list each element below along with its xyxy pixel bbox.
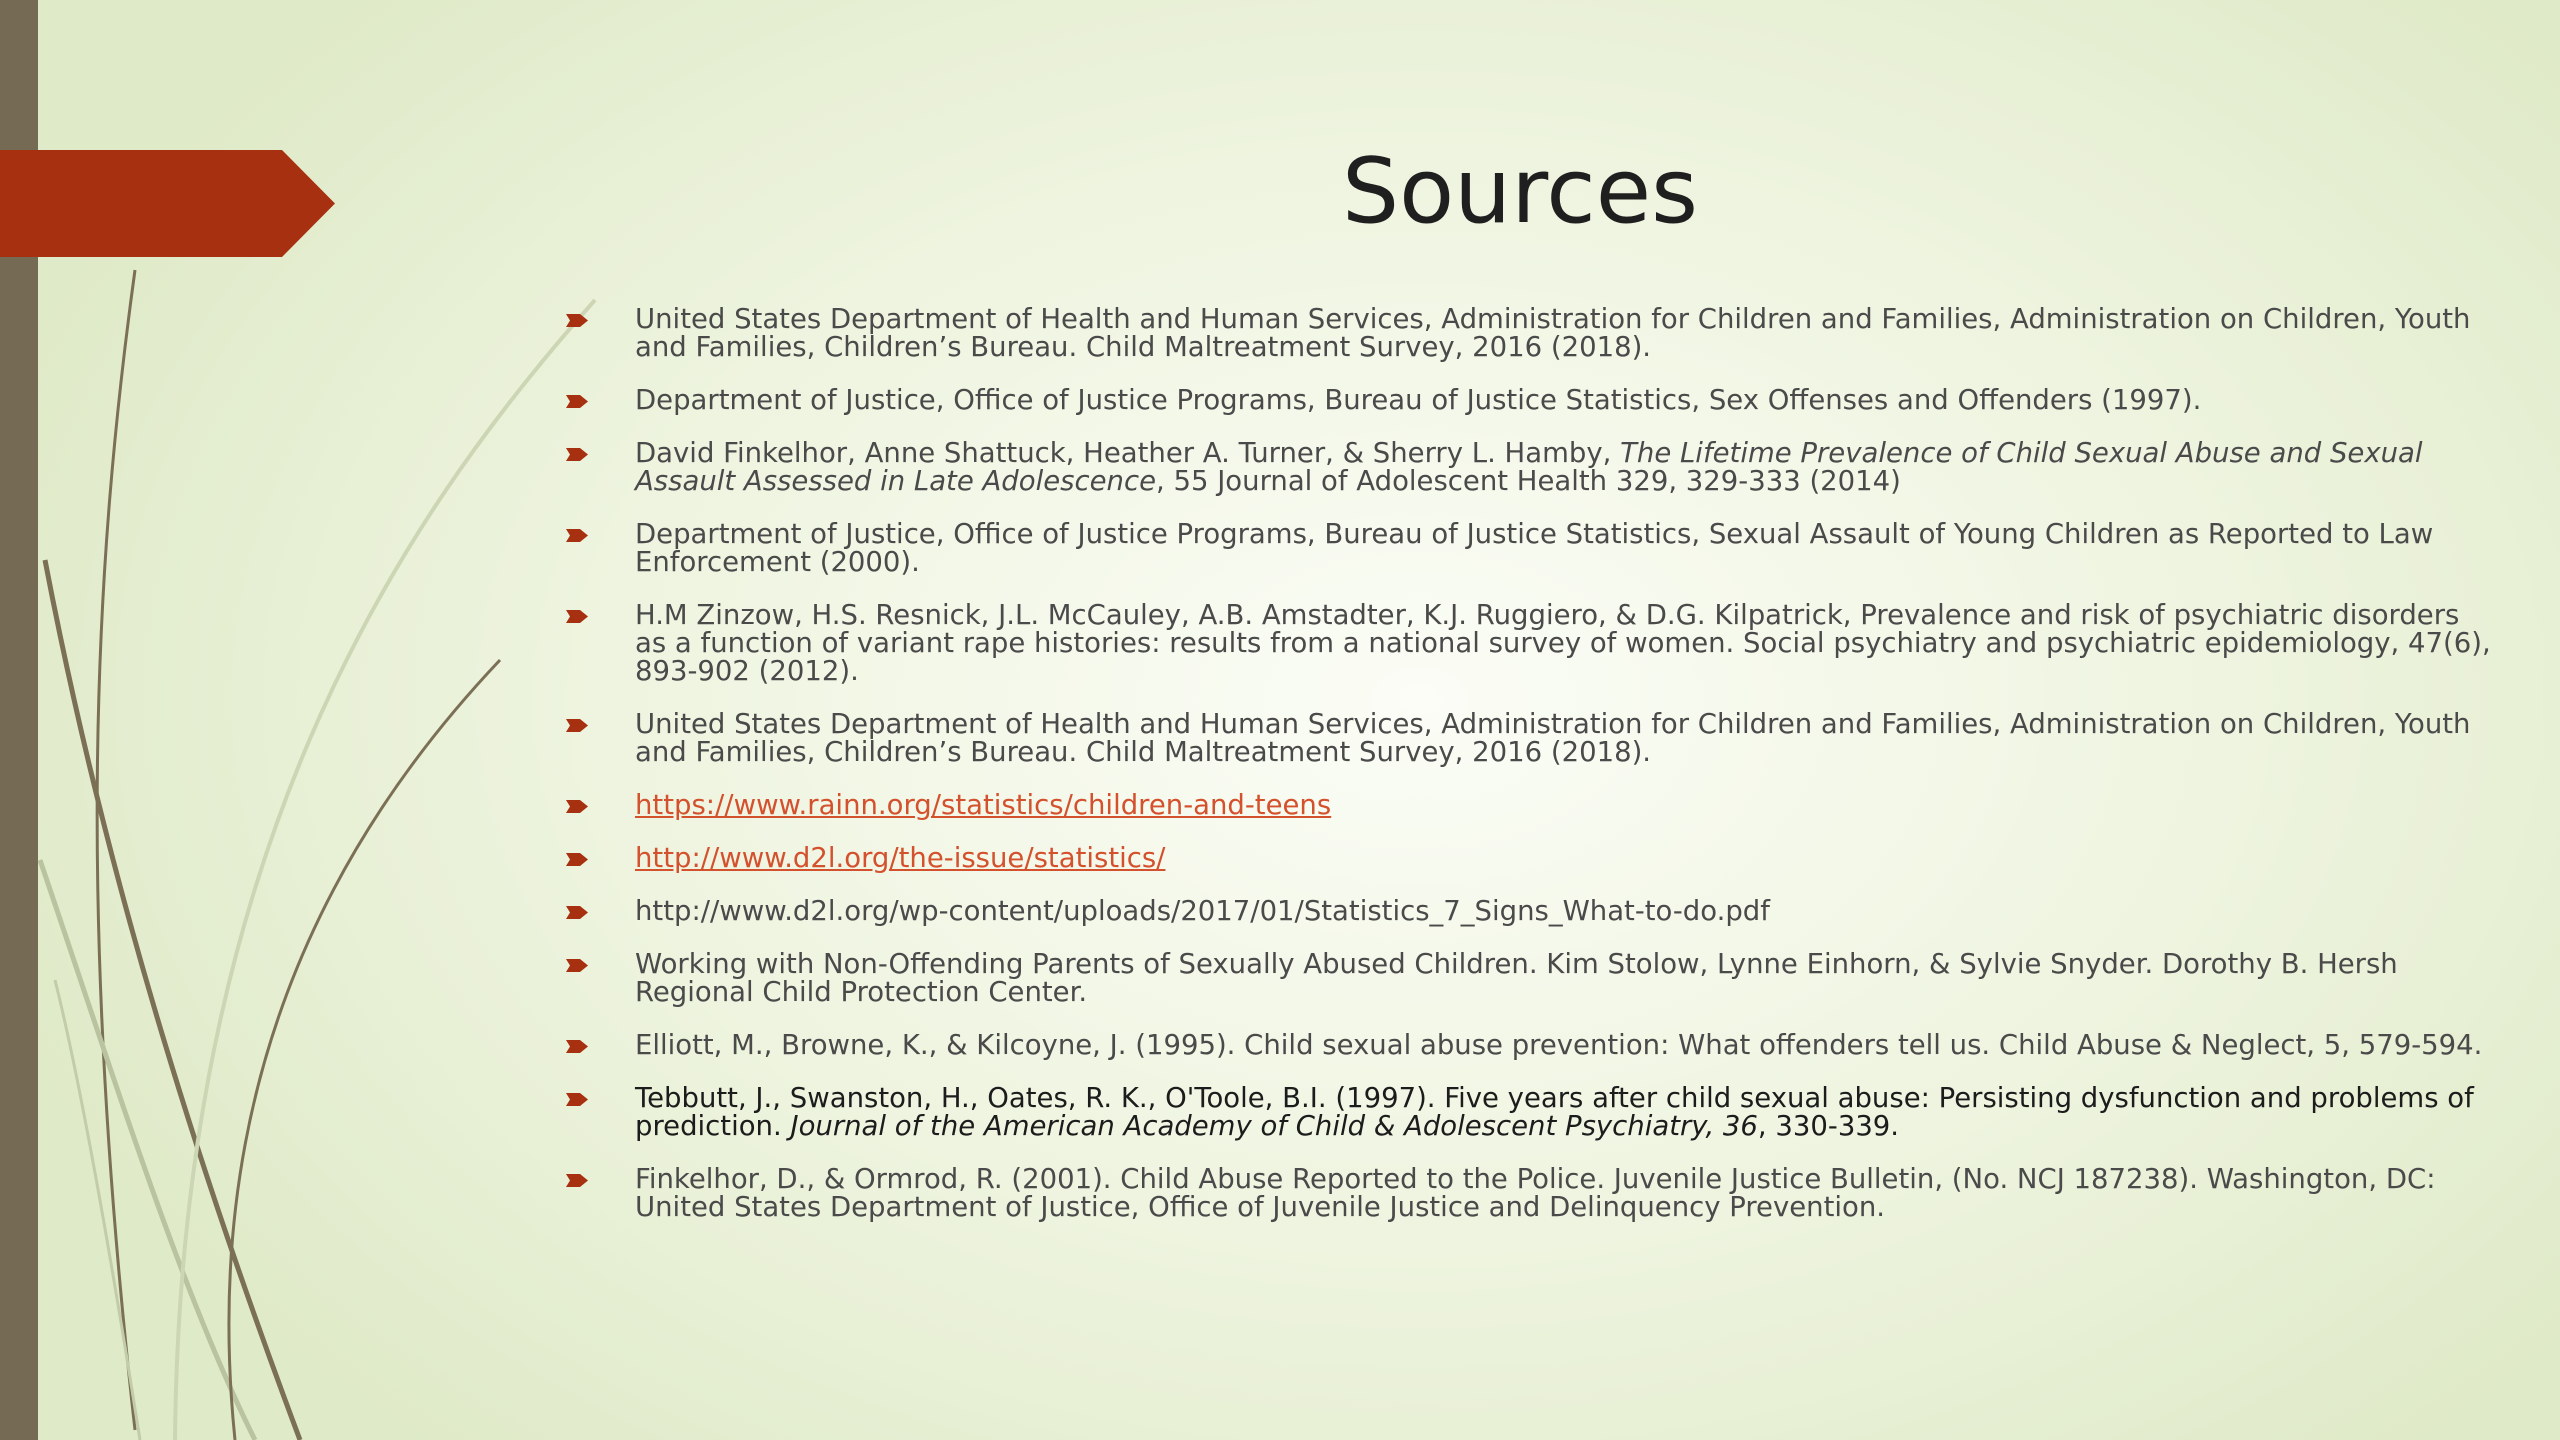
arrow-bullet-icon <box>566 719 588 732</box>
source-item-2 <box>560 386 2495 414</box>
arrow-bullet-icon <box>566 395 588 408</box>
source-text: United States Department of Health and Human Services, Administration for Children and Families, Administration on Children, Youth and Families, Children’s Bureau. Child Maltreatment Survey, 2016 (2018). <box>635 303 2471 363</box>
arrow-bullet-icon <box>566 959 588 972</box>
source-item-7 <box>560 791 2495 819</box>
arrow-bullet-icon <box>566 853 588 866</box>
source-item-4 <box>560 520 2495 576</box>
d2l-statistics-link[interactable]: http://www.d2l.org/the-issue/statistics/ <box>635 842 1166 874</box>
source-text-journal: Journal of the American Academy of Child & Adolescent Psychiatry, 36 <box>790 1110 1758 1142</box>
arrow-bullet-icon <box>566 529 588 542</box>
arrow-bullet-icon <box>566 448 588 461</box>
arrow-bullet-icon <box>566 314 588 327</box>
rainn-statistics-link[interactable]: https://www.rainn.org/statistics/children-and-teens <box>635 789 1332 821</box>
source-item-10 <box>560 950 2495 1006</box>
source-text-authors: Tebbutt, J., Swanston, H., Oates, R. K., O'Toole, B.I. (1997). Five years after child sexual abuse: Persisting dysfunction and problems of prediction. <box>635 1082 2474 1142</box>
source-item-9 <box>560 897 2495 925</box>
source-item-6 <box>560 710 2495 766</box>
source-item-1 <box>560 305 2495 361</box>
title-arrow-tab <box>0 150 335 257</box>
sources-list <box>560 305 2495 1246</box>
source-text: Department of Justice, Office of Justice Programs, Bureau of Justice Statistics, Sex Offenses and Offenders (1997). <box>635 384 2202 416</box>
source-text: http://www.d2l.org/wp-content/uploads/2017/01/Statistics_7_Signs_What-to-do.pdf <box>635 895 1770 927</box>
slide-title: Sources <box>1341 139 1698 244</box>
arrow-bullet-icon <box>566 800 588 813</box>
source-text: H.M Zinzow, H.S. Resnick, J.L. McCauley, A.B. Amstadter, K.J. Ruggiero, & D.G. Kilpatrick, Prevalence and risk of psychiatric disorders as a function of variant rape histories: results from a national survey of women. Social psychiatry and psychiatric epidemiology, 47(6), 893-902 (2012). <box>635 599 2491 687</box>
source-item-8 <box>560 844 2495 872</box>
source-text-article-title: The Lifetime Prevalence of Child Sexual Abuse and Sexual Assault Assessed in Late Adolescence <box>635 437 2423 497</box>
source-text: Working with Non-Offending Parents of Sexually Abused Children. Kim Stolow, Lynne Einhorn, & Sylvie Snyder. Dorothy B. Hersh Regional Child Protection Center. <box>635 948 2398 1008</box>
source-item-13 <box>560 1165 2495 1221</box>
source-text-pages: , 330-339. <box>1757 1110 1900 1142</box>
arrow-bullet-icon <box>566 1093 588 1106</box>
source-item-11 <box>560 1031 2495 1059</box>
arrow-bullet-icon <box>566 1174 588 1187</box>
source-item-3 <box>560 439 2495 495</box>
arrow-bullet-icon <box>566 906 588 919</box>
source-text: Finkelhor, D., & Ormrod, R. (2001). Child Abuse Reported to the Police. Juvenile Justice Bulletin, (No. NCJ 187238). Washington, DC: United States Department of Justice, Office of Juvenile Justice and Delinquency Prevention. <box>635 1163 2436 1223</box>
arrow-bullet-icon <box>566 610 588 623</box>
arrow-bullet-icon <box>566 1040 588 1053</box>
source-text-journal: , 55 Journal of Adolescent Health 329, 329-333 (2014) <box>1155 465 1901 497</box>
source-item-5 <box>560 601 2495 685</box>
source-text-authors: David Finkelhor, Anne Shattuck, Heather A. Turner, & Sherry L. Hamby, <box>635 437 1621 469</box>
source-item-12 <box>560 1084 2495 1140</box>
source-text: Department of Justice, Office of Justice Programs, Bureau of Justice Statistics, Sexual Assault of Young Children as Reported to Law Enforcement (2000). <box>635 518 2434 578</box>
source-text: United States Department of Health and Human Services, Administration for Children and Families, Administration on Children, Youth and Families, Children’s Bureau. Child Maltreatment Survey, 2016 (2018). <box>635 708 2471 768</box>
source-text: Elliott, M., Browne, K., & Kilcoyne, J. (1995). Child sexual abuse prevention: What offenders tell us. Child Abuse & Neglect, 5, 579-594. <box>635 1029 2483 1061</box>
